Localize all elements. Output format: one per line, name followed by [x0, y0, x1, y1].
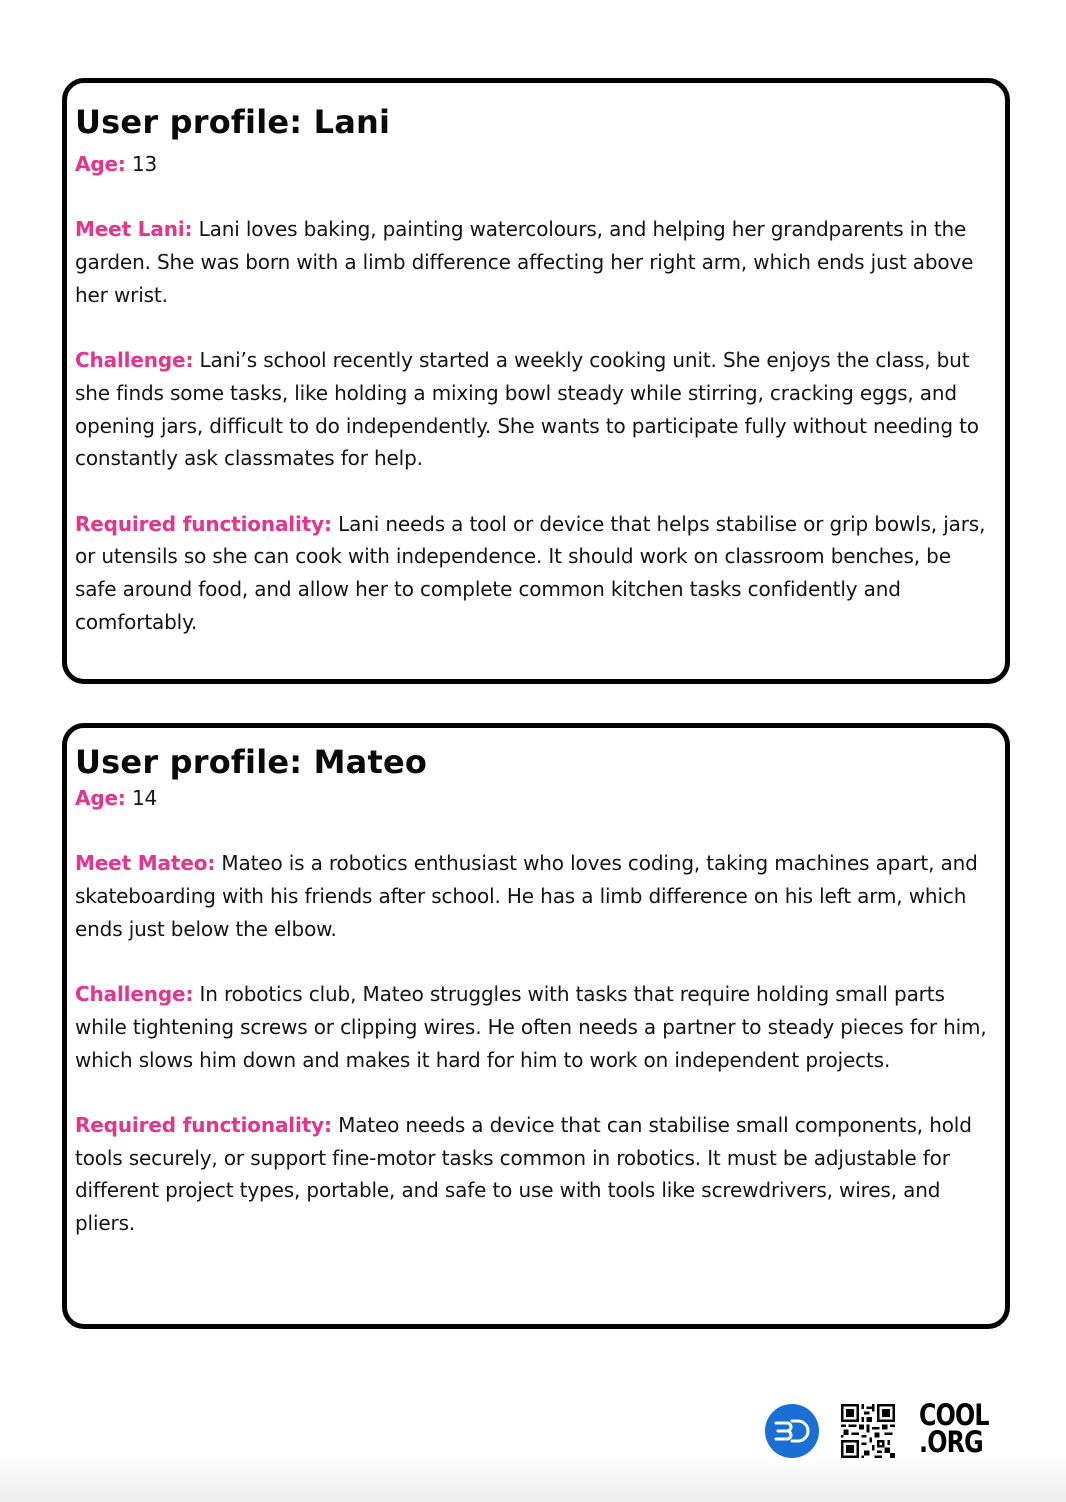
challenge-text: Lani’s school recently started a weekly cooking unit. She enjoys the class, but she finds some tasks, like holding a mixing bowl steady while stirring, cracking eggs, and opening jars, difficult to do independently. She wants to participate fully without needing to constantly ask classmates for help.: [75, 348, 979, 471]
profile-title: User profile: Lani: [75, 103, 391, 141]
meet-text: Mateo is a robotics enthusiast who loves coding, taking machines apart, and skateboarding with his friends after school. He has a limb difference on his left arm, which ends just below the elbow.: [75, 851, 978, 941]
meet-paragraph: [75, 213, 997, 311]
cool-org-line1: COOL: [919, 1398, 989, 1432]
required-label: Required functionality:: [75, 511, 332, 536]
age-value: 13: [125, 152, 158, 176]
age-label: Age:: [75, 786, 126, 810]
challenge-paragraph: [75, 978, 997, 1076]
age-row: [75, 148, 997, 181]
profile-title: User profile: Mateo: [75, 743, 428, 781]
required-paragraph: [75, 508, 997, 639]
age-row: [75, 782, 997, 815]
qr-code-icon: [841, 1404, 895, 1458]
required-text: Lani needs a tool or device that helps stabilise or grip bowls, jars, or utensils so she can cook with independence. It should work on classroom benches, be safe around food, and allow her to complete common kitchen tasks confidently and comfortably.: [75, 511, 986, 634]
3d-logo-icon: [765, 1404, 819, 1458]
cool-org-line2: .ORG: [919, 1425, 983, 1459]
profile-card-lani: [62, 78, 1010, 684]
age-label: Age:: [75, 152, 126, 176]
footer-logos: [765, 1398, 1005, 1462]
profile-card-mateo: [62, 723, 1010, 1329]
required-text: Mateo needs a device that can stabilise small components, hold tools securely, or support fine-motor tasks common in robotics. It must be adjustable for different project types, portable, and safe to use with tools like screwdrivers, wires, and pliers.: [75, 1112, 972, 1236]
required-label: Required functionality:: [75, 1112, 332, 1137]
challenge-label: Challenge:: [75, 348, 194, 373]
challenge-label: Challenge:: [75, 982, 194, 1007]
challenge-paragraph: [75, 344, 997, 475]
required-paragraph: [75, 1109, 997, 1240]
meet-label: Meet Mateo:: [75, 851, 216, 876]
cool-org-logo: [919, 1398, 989, 1459]
challenge-text: In robotics club, Mateo struggles with tasks that require holding small parts while tightening screws or clipping wires. He often needs a partner to steady pieces for him, which slows him down and makes it hard for him to work on independent projects.: [75, 982, 987, 1072]
age-value: 14: [125, 786, 158, 810]
meet-label: Meet Lani:: [75, 217, 193, 242]
meet-text: Lani loves baking, painting watercolours, and helping her grandparents in the garden. She was born with a limb difference affecting her right arm, which ends just above her wrist.: [75, 217, 974, 307]
meet-paragraph: [75, 847, 997, 945]
